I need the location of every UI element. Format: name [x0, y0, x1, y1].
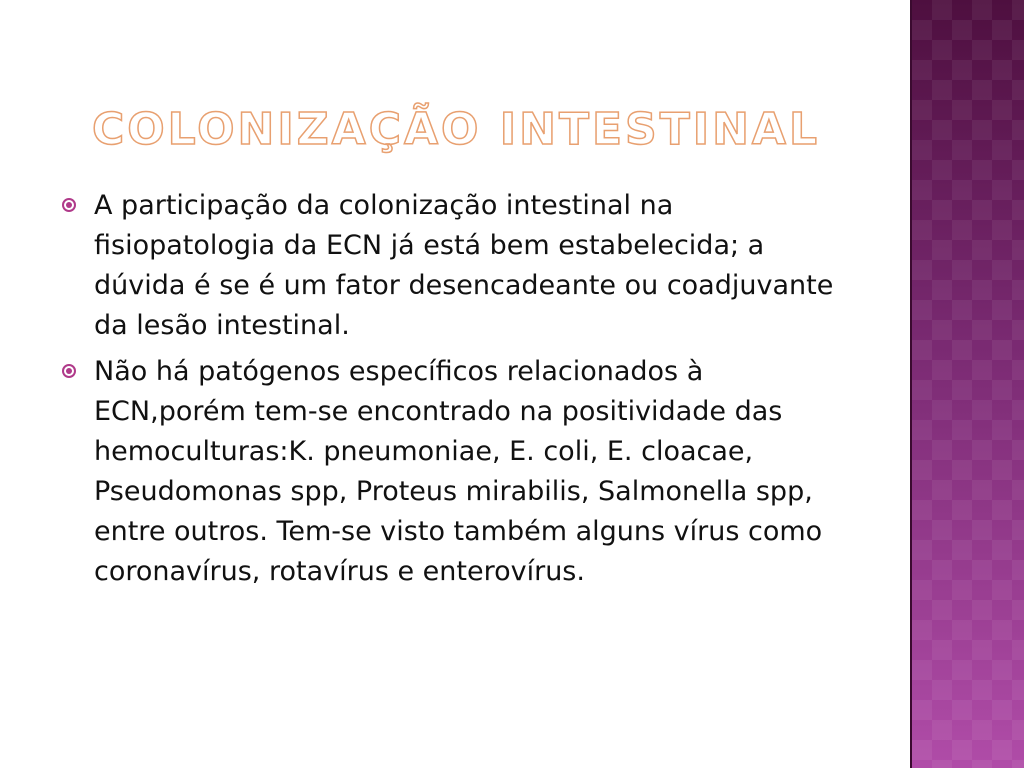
bullet-list: [62, 186, 852, 598]
bullet-text-1: A participação da colonização intestinal na fisiopatologia da ECN já está bem estabelecida; a dúvida é se é um fator desencadeante ou coadjuvante da lesão intestinal.: [94, 190, 834, 341]
decorative-side-band: [912, 0, 1024, 768]
bullet-item-1: [62, 186, 852, 346]
bullet-item-2: [62, 352, 852, 592]
slide-title: COLONIZAÇÃO INTESTINAL: [91, 104, 821, 155]
target-bullet-icon: [62, 364, 76, 378]
target-bullet-icon: [62, 198, 76, 212]
bullet-text-2: Não há patógenos específicos relacionados à ECN,porém tem-se encontrado na positividade das hemoculturas:K. pneumoniae, E. coli, E. cloacae, Pseudomonas spp, Proteus mirabilis, Salmonella spp, entre outros. Tem-se visto também alguns vírus como coronavírus, rotavírus e enterovírus.: [94, 356, 823, 587]
